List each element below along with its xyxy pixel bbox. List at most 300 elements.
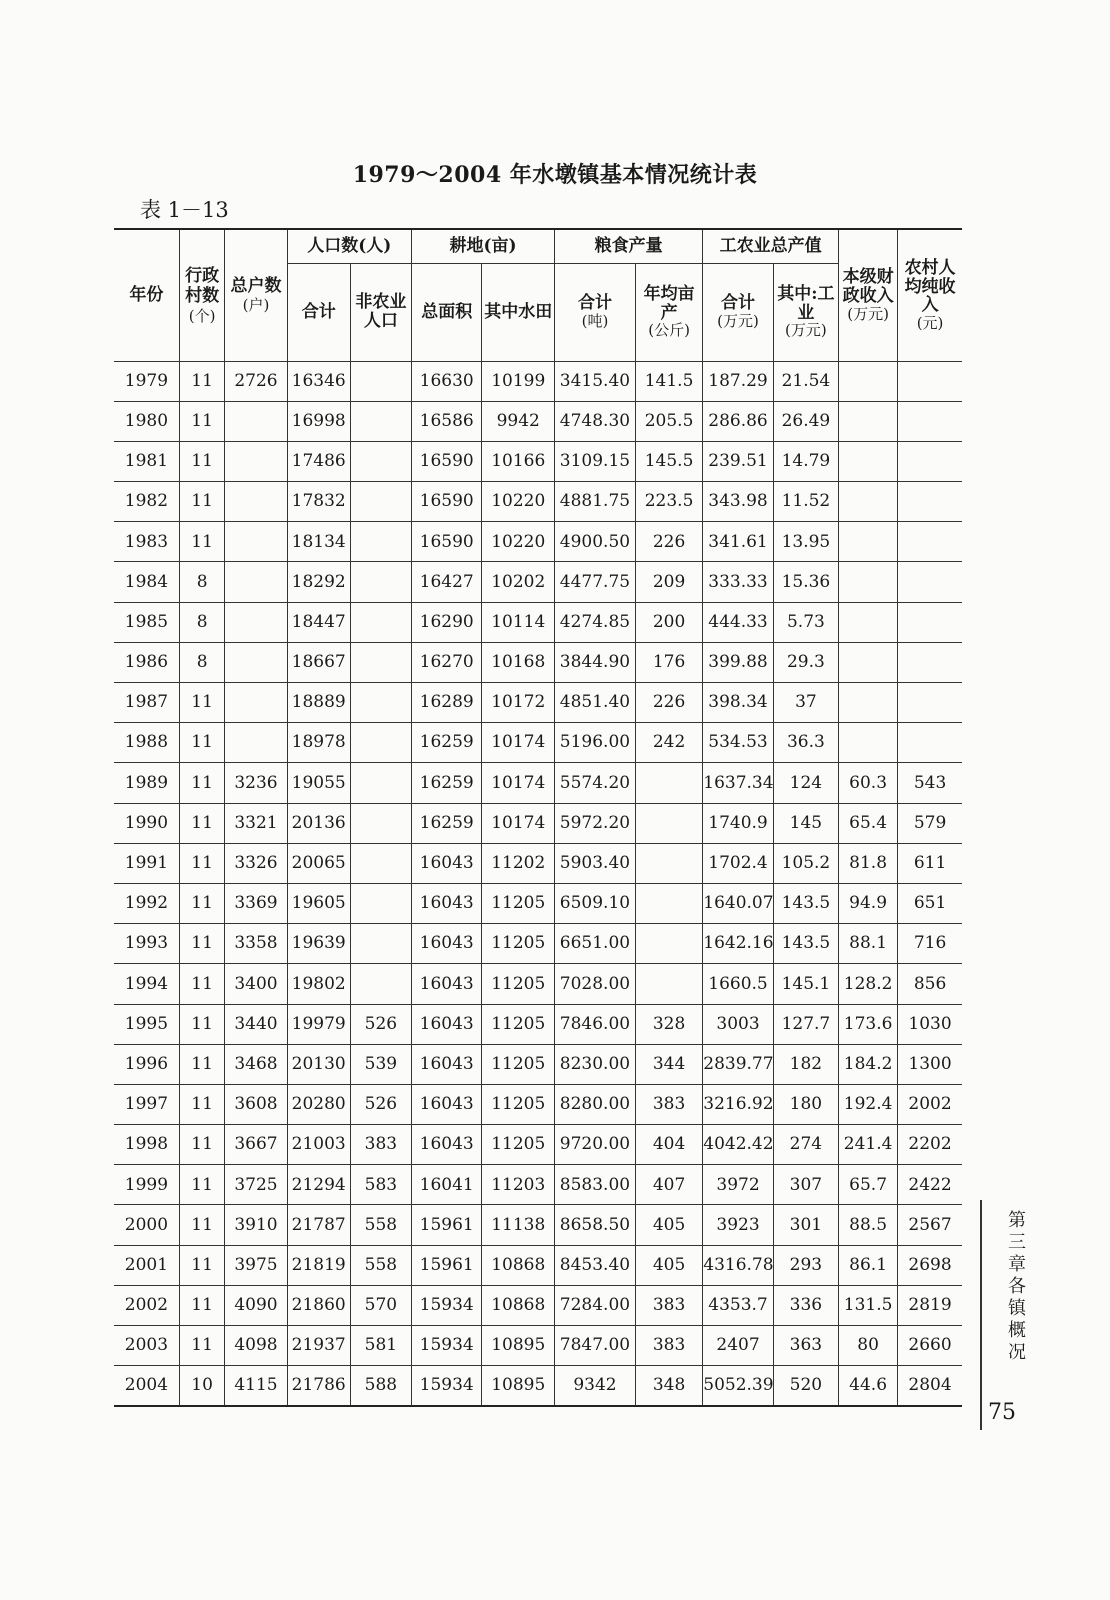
- table-cell: 1640.07: [703, 883, 773, 923]
- table-cell: [839, 683, 898, 723]
- table-cell: 10868: [482, 1245, 555, 1285]
- table-row: [114, 964, 962, 1004]
- table-row: [114, 683, 962, 723]
- table-cell: 16590: [411, 441, 481, 481]
- table-cell: [225, 441, 287, 481]
- table-cell: [839, 441, 898, 481]
- table-cell: 36.3: [773, 723, 838, 763]
- table-cell: 11: [179, 401, 225, 441]
- table-cell: 3440: [225, 1004, 287, 1044]
- table-cell: 1982: [114, 482, 179, 522]
- table-cell: [225, 723, 287, 763]
- table-cell: [839, 602, 898, 642]
- table-cell: 16259: [411, 803, 481, 843]
- table-cell: 3415.40: [555, 361, 636, 401]
- table-cell: 5972.20: [555, 803, 636, 843]
- table-cell: 10: [179, 1366, 225, 1406]
- table-cell: 1740.9: [703, 803, 773, 843]
- table-cell: [898, 482, 962, 522]
- table-cell: 4115: [225, 1366, 287, 1406]
- table-cell: 6509.10: [555, 883, 636, 923]
- table-cell: 2660: [898, 1326, 962, 1366]
- table-cell: [898, 683, 962, 723]
- table-cell: 16043: [411, 964, 481, 1004]
- table-cell: 16346: [287, 361, 350, 401]
- table-row: [114, 562, 962, 602]
- header-villages: 行政村数 (个): [179, 229, 225, 361]
- table-cell: 1999: [114, 1165, 179, 1205]
- table-cell: 143.5: [773, 883, 838, 923]
- table-cell: 1642.16: [703, 924, 773, 964]
- table-cell: 11: [179, 441, 225, 481]
- table-cell: 16590: [411, 482, 481, 522]
- table-cell: [350, 883, 411, 923]
- table-cell: 81.8: [839, 843, 898, 883]
- table-body: [114, 361, 962, 1406]
- table-cell: 17486: [287, 441, 350, 481]
- table-cell: 192.4: [839, 1084, 898, 1124]
- table-cell: 2698: [898, 1245, 962, 1285]
- table-cell: 11205: [482, 1004, 555, 1044]
- table-cell: 223.5: [635, 482, 702, 522]
- table-cell: 3844.90: [555, 642, 636, 682]
- table-number: 表 1－13: [140, 198, 229, 222]
- table-cell: 86.1: [839, 1245, 898, 1285]
- table-row: [114, 1205, 962, 1245]
- table-cell: [839, 642, 898, 682]
- table-cell: [350, 964, 411, 1004]
- table-cell: [350, 562, 411, 602]
- table-cell: 570: [350, 1285, 411, 1325]
- table-cell: 3725: [225, 1165, 287, 1205]
- table-cell: 19605: [287, 883, 350, 923]
- table-cell: 16998: [287, 401, 350, 441]
- table-cell: 3923: [703, 1205, 773, 1245]
- table-cell: 11: [179, 843, 225, 883]
- header-farmland: 耕地(亩): [411, 229, 554, 263]
- table-cell: 16427: [411, 562, 481, 602]
- table-cell: 4851.40: [555, 683, 636, 723]
- table-cell: 301: [773, 1205, 838, 1245]
- table-cell: [898, 441, 962, 481]
- table-cell: [225, 562, 287, 602]
- table-cell: 588: [350, 1366, 411, 1406]
- table-row: [114, 1004, 962, 1044]
- table-cell: [350, 642, 411, 682]
- table-row: [114, 401, 962, 441]
- table-cell: [898, 602, 962, 642]
- chapter-label: 第三章 各镇概况: [1008, 1210, 1026, 1363]
- table-cell: 94.9: [839, 883, 898, 923]
- table-row: [114, 803, 962, 843]
- table-row: [114, 642, 962, 682]
- table-cell: 18889: [287, 683, 350, 723]
- header-pop-nonagri: 非农业人口: [350, 263, 411, 361]
- table-cell: [635, 763, 702, 803]
- table-cell: 583: [350, 1165, 411, 1205]
- table-cell: 19055: [287, 763, 350, 803]
- table-cell: 4900.50: [555, 522, 636, 562]
- table-cell: [839, 723, 898, 763]
- table-cell: [350, 843, 411, 883]
- header-population: 人口数(人): [287, 229, 411, 263]
- table-cell: 127.7: [773, 1004, 838, 1044]
- table-cell: 16290: [411, 602, 481, 642]
- table-cell: 11205: [482, 924, 555, 964]
- table-cell: 11: [179, 1285, 225, 1325]
- header-households: 总户数 (户): [225, 229, 287, 361]
- side-divider: [980, 1200, 982, 1430]
- table-cell: [839, 401, 898, 441]
- table-cell: 128.2: [839, 964, 898, 1004]
- table-cell: 65.7: [839, 1165, 898, 1205]
- table-cell: 2422: [898, 1165, 962, 1205]
- table-cell: 145: [773, 803, 838, 843]
- table-cell: 3369: [225, 883, 287, 923]
- table-cell: [350, 723, 411, 763]
- table-cell: 11138: [482, 1205, 555, 1245]
- table-cell: 407: [635, 1165, 702, 1205]
- table-row: [114, 1285, 962, 1325]
- table-cell: 18667: [287, 642, 350, 682]
- table-cell: 8583.00: [555, 1165, 636, 1205]
- table-cell: [635, 924, 702, 964]
- table-cell: 7846.00: [555, 1004, 636, 1044]
- table-cell: [635, 803, 702, 843]
- table-cell: 4098: [225, 1326, 287, 1366]
- table-cell: 10166: [482, 441, 555, 481]
- table-cell: 16043: [411, 1125, 481, 1165]
- table-cell: [350, 683, 411, 723]
- table-row: [114, 482, 962, 522]
- table-cell: 558: [350, 1245, 411, 1285]
- table-cell: 8: [179, 602, 225, 642]
- table-cell: 1990: [114, 803, 179, 843]
- table-cell: 180: [773, 1084, 838, 1124]
- table-cell: 363: [773, 1326, 838, 1366]
- table-cell: 21819: [287, 1245, 350, 1285]
- table-cell: 1983: [114, 522, 179, 562]
- page-number: 75: [988, 1400, 1016, 1425]
- table-cell: 307: [773, 1165, 838, 1205]
- table-cell: 10220: [482, 522, 555, 562]
- table-cell: 11.52: [773, 482, 838, 522]
- table-cell: [350, 361, 411, 401]
- table-row: [114, 1084, 962, 1124]
- table-cell: 11: [179, 803, 225, 843]
- table-row: [114, 522, 962, 562]
- table-cell: 10172: [482, 683, 555, 723]
- table-cell: 37: [773, 683, 838, 723]
- table-cell: [225, 683, 287, 723]
- table-cell: 60.3: [839, 763, 898, 803]
- table-cell: 6651.00: [555, 924, 636, 964]
- table-cell: 4090: [225, 1285, 287, 1325]
- table-cell: 4274.85: [555, 602, 636, 642]
- table-cell: 65.4: [839, 803, 898, 843]
- table-cell: 10868: [482, 1285, 555, 1325]
- table-cell: 16043: [411, 1004, 481, 1044]
- table-cell: 21003: [287, 1125, 350, 1165]
- table-cell: 1996: [114, 1044, 179, 1084]
- table-cell: 3468: [225, 1044, 287, 1084]
- table-cell: 11: [179, 683, 225, 723]
- table-cell: 2003: [114, 1326, 179, 1366]
- table-cell: 18447: [287, 602, 350, 642]
- table-cell: 3972: [703, 1165, 773, 1205]
- table-cell: [350, 522, 411, 562]
- table-cell: 11205: [482, 964, 555, 1004]
- table-cell: 558: [350, 1205, 411, 1245]
- table-cell: 341.61: [703, 522, 773, 562]
- table-cell: 2001: [114, 1245, 179, 1285]
- table-cell: [350, 441, 411, 481]
- table-cell: 383: [635, 1084, 702, 1124]
- table-cell: [225, 602, 287, 642]
- table-cell: 20280: [287, 1084, 350, 1124]
- table-row: [114, 1366, 962, 1406]
- table-cell: 21937: [287, 1326, 350, 1366]
- header-pop-total: 合计: [287, 263, 350, 361]
- table-cell: 11: [179, 763, 225, 803]
- table-cell: 26.49: [773, 401, 838, 441]
- table-cell: 526: [350, 1004, 411, 1044]
- table-cell: 16043: [411, 924, 481, 964]
- table-cell: [350, 401, 411, 441]
- table-cell: [898, 723, 962, 763]
- table-cell: [635, 843, 702, 883]
- table-cell: 7847.00: [555, 1326, 636, 1366]
- table-cell: 579: [898, 803, 962, 843]
- table-cell: 8280.00: [555, 1084, 636, 1124]
- table-cell: 3321: [225, 803, 287, 843]
- table-cell: 15934: [411, 1366, 481, 1406]
- table-cell: 21294: [287, 1165, 350, 1205]
- table-cell: 1986: [114, 642, 179, 682]
- table-cell: 11: [179, 482, 225, 522]
- table-cell: 11: [179, 361, 225, 401]
- table-cell: 274: [773, 1125, 838, 1165]
- table-cell: 11205: [482, 1084, 555, 1124]
- table-row: [114, 1165, 962, 1205]
- table-cell: 11: [179, 1004, 225, 1044]
- table-cell: 8230.00: [555, 1044, 636, 1084]
- table-cell: 20136: [287, 803, 350, 843]
- table-cell: 5574.20: [555, 763, 636, 803]
- table-cell: 2839.77: [703, 1044, 773, 1084]
- table-cell: [839, 361, 898, 401]
- table-cell: 17832: [287, 482, 350, 522]
- table-cell: 3216.92: [703, 1084, 773, 1124]
- table-cell: 1988: [114, 723, 179, 763]
- table-cell: [350, 803, 411, 843]
- table-cell: 383: [350, 1125, 411, 1165]
- table-cell: 1998: [114, 1125, 179, 1165]
- table-cell: 4316.78: [703, 1245, 773, 1285]
- table-cell: 10174: [482, 803, 555, 843]
- table-cell: 2002: [898, 1084, 962, 1124]
- table-row: [114, 361, 962, 401]
- table-cell: 21.54: [773, 361, 838, 401]
- table-cell: 131.5: [839, 1285, 898, 1325]
- table-cell: 2804: [898, 1366, 962, 1406]
- table-cell: 16586: [411, 401, 481, 441]
- table-cell: 10895: [482, 1366, 555, 1406]
- table-cell: 716: [898, 924, 962, 964]
- table-cell: [225, 522, 287, 562]
- table-cell: 19639: [287, 924, 350, 964]
- table-cell: 88.1: [839, 924, 898, 964]
- table-cell: 293: [773, 1245, 838, 1285]
- table-cell: [898, 522, 962, 562]
- table-cell: 11: [179, 1165, 225, 1205]
- table-cell: 1992: [114, 883, 179, 923]
- table-cell: 16043: [411, 843, 481, 883]
- table-cell: 16043: [411, 883, 481, 923]
- table-cell: 4042.42: [703, 1125, 773, 1165]
- table-cell: 5196.00: [555, 723, 636, 763]
- table-cell: 11205: [482, 1125, 555, 1165]
- table-cell: 343.98: [703, 482, 773, 522]
- table-cell: [225, 482, 287, 522]
- table-cell: 383: [635, 1326, 702, 1366]
- table-cell: 242: [635, 723, 702, 763]
- table-cell: 141.5: [635, 361, 702, 401]
- table-cell: [898, 642, 962, 682]
- table-cell: 10895: [482, 1326, 555, 1366]
- table-cell: 2000: [114, 1205, 179, 1245]
- table-cell: 88.5: [839, 1205, 898, 1245]
- table-cell: 10174: [482, 763, 555, 803]
- table-cell: 10199: [482, 361, 555, 401]
- table-cell: 11: [179, 1326, 225, 1366]
- table-cell: 16043: [411, 1044, 481, 1084]
- table-cell: 2002: [114, 1285, 179, 1325]
- table-cell: 1981: [114, 441, 179, 481]
- table-cell: 5903.40: [555, 843, 636, 883]
- table-cell: 4748.30: [555, 401, 636, 441]
- table-cell: 11: [179, 924, 225, 964]
- header-revenue: 本级财政收入 (万元): [839, 229, 898, 361]
- header-output-total: 合计 (万元): [703, 263, 773, 361]
- table-cell: 176: [635, 642, 702, 682]
- table-cell: [350, 763, 411, 803]
- table-cell: 5052.39: [703, 1366, 773, 1406]
- table-cell: 2819: [898, 1285, 962, 1325]
- table-cell: 526: [350, 1084, 411, 1124]
- table-cell: 10114: [482, 602, 555, 642]
- table-cell: 286.86: [703, 401, 773, 441]
- table-cell: [898, 401, 962, 441]
- table-cell: [350, 924, 411, 964]
- table-cell: 611: [898, 843, 962, 883]
- table-cell: 336: [773, 1285, 838, 1325]
- table-row: [114, 1044, 962, 1084]
- table-cell: [839, 522, 898, 562]
- table-cell: 348: [635, 1366, 702, 1406]
- table-cell: 2567: [898, 1205, 962, 1245]
- table-cell: 9342: [555, 1366, 636, 1406]
- table-cell: 16043: [411, 1084, 481, 1124]
- table-cell: 405: [635, 1245, 702, 1285]
- table-row: [114, 441, 962, 481]
- page-title: 1979～2004 年水墩镇基本情况统计表: [352, 162, 758, 188]
- table-cell: 18134: [287, 522, 350, 562]
- table-cell: 11: [179, 1125, 225, 1165]
- table-cell: 1994: [114, 964, 179, 1004]
- table-cell: 226: [635, 522, 702, 562]
- table-cell: 8: [179, 562, 225, 602]
- table-cell: 3975: [225, 1245, 287, 1285]
- table-cell: 1979: [114, 361, 179, 401]
- table-cell: 21787: [287, 1205, 350, 1245]
- table-cell: 143.5: [773, 924, 838, 964]
- table-cell: 651: [898, 883, 962, 923]
- table-cell: 15961: [411, 1245, 481, 1285]
- table-cell: 1300: [898, 1044, 962, 1084]
- table-cell: 3400: [225, 964, 287, 1004]
- table-cell: 205.5: [635, 401, 702, 441]
- table-row: [114, 723, 962, 763]
- table-row: [114, 1326, 962, 1366]
- header-grain-total: 合计 (吨): [555, 263, 636, 361]
- table-cell: 3236: [225, 763, 287, 803]
- table-cell: 1980: [114, 401, 179, 441]
- table-cell: 8453.40: [555, 1245, 636, 1285]
- table-cell: 399.88: [703, 642, 773, 682]
- header-farm-total: 总面积: [411, 263, 481, 361]
- table-cell: 3326: [225, 843, 287, 883]
- statistics-table: [114, 228, 962, 1407]
- table-cell: [898, 562, 962, 602]
- table-cell: 398.34: [703, 683, 773, 723]
- table-cell: 145.5: [635, 441, 702, 481]
- table-cell: 520: [773, 1366, 838, 1406]
- table-cell: 15.36: [773, 562, 838, 602]
- table-cell: 145.1: [773, 964, 838, 1004]
- table-cell: 187.29: [703, 361, 773, 401]
- header-income: 农村人均纯收入 (元): [898, 229, 962, 361]
- table-cell: 11: [179, 883, 225, 923]
- header-grain-yield: 年均亩产 (公斤): [635, 263, 702, 361]
- table-cell: 16259: [411, 723, 481, 763]
- table-cell: 11: [179, 1084, 225, 1124]
- header-output-industry: 其中:工业 (万元): [773, 263, 838, 361]
- table-cell: 200: [635, 602, 702, 642]
- table-cell: 14.79: [773, 441, 838, 481]
- table-cell: 3608: [225, 1084, 287, 1124]
- table-cell: 534.53: [703, 723, 773, 763]
- table-cell: 44.6: [839, 1366, 898, 1406]
- table-cell: [350, 482, 411, 522]
- table-cell: 9942: [482, 401, 555, 441]
- table-row: [114, 1245, 962, 1285]
- table-cell: 1030: [898, 1004, 962, 1044]
- table-cell: 8: [179, 642, 225, 682]
- table-cell: 856: [898, 964, 962, 1004]
- table-cell: 124: [773, 763, 838, 803]
- table-cell: 11: [179, 1044, 225, 1084]
- table-cell: 333.33: [703, 562, 773, 602]
- table-cell: 10168: [482, 642, 555, 682]
- table-cell: 3109.15: [555, 441, 636, 481]
- table-cell: [635, 964, 702, 1004]
- table-cell: 19802: [287, 964, 350, 1004]
- table-cell: 1995: [114, 1004, 179, 1044]
- header-output: 工农业总产值: [703, 229, 839, 263]
- table-cell: 29.3: [773, 642, 838, 682]
- table-cell: 1997: [114, 1084, 179, 1124]
